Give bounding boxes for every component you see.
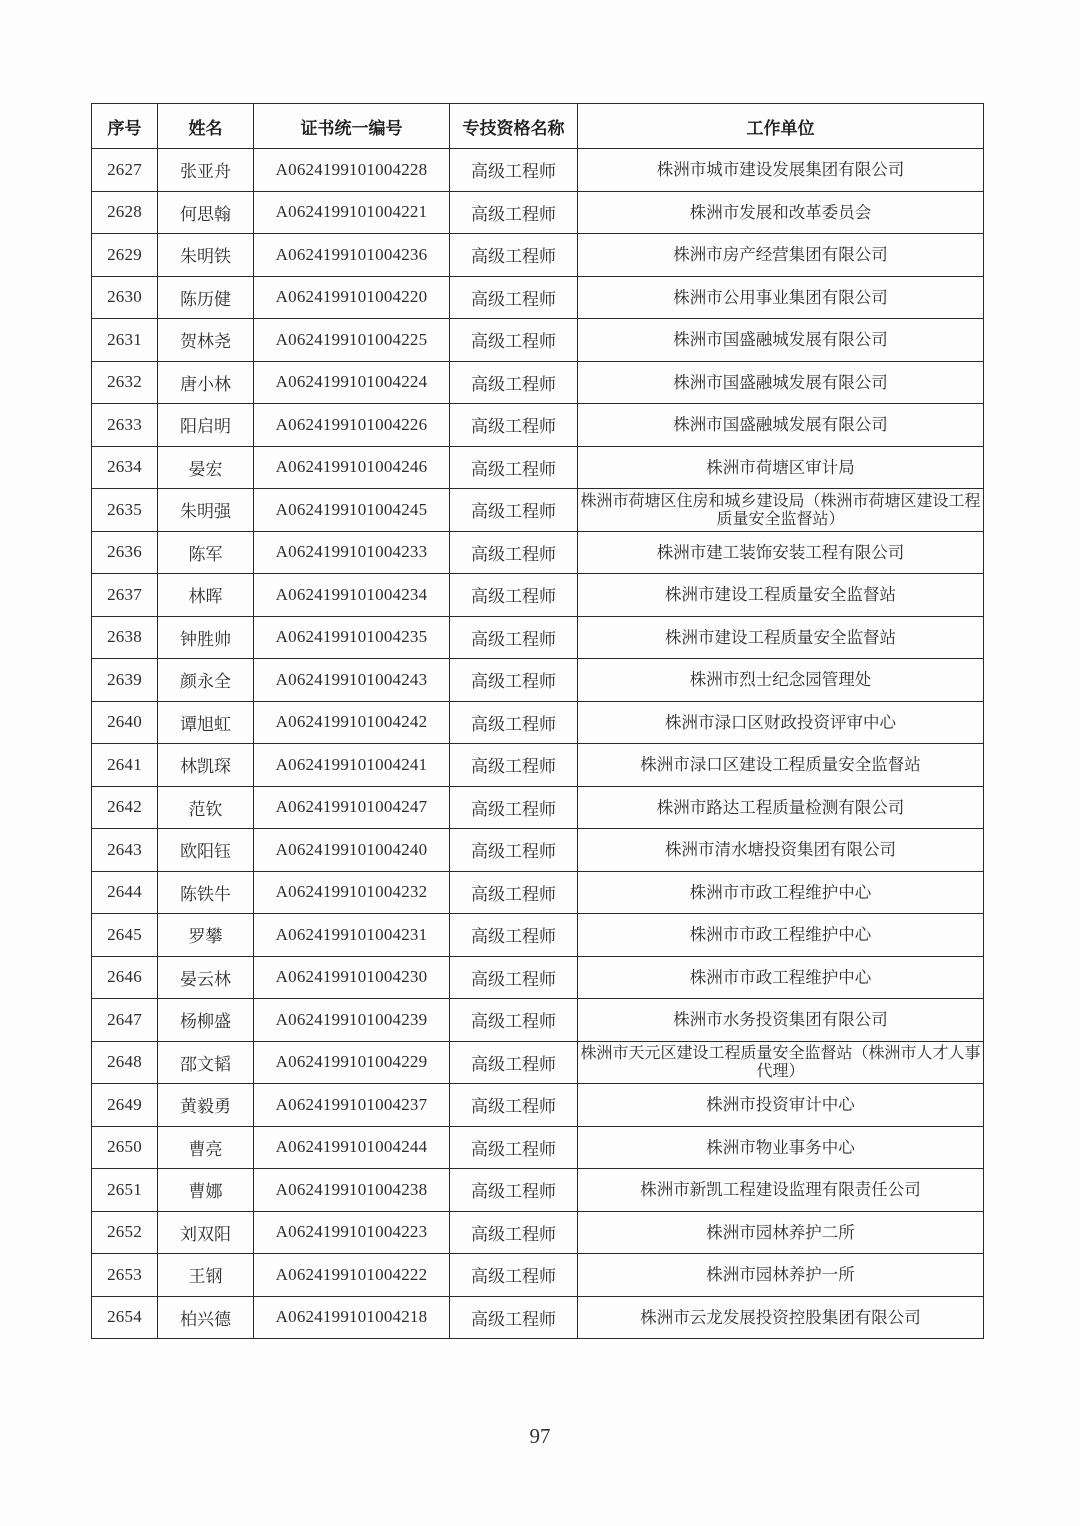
- cell-seq: 2651: [92, 1169, 158, 1212]
- table-body: [92, 149, 984, 1339]
- cell-cert: A0624199101004233: [254, 531, 450, 574]
- cell-name: 王钢: [158, 1254, 254, 1297]
- cell-title: 高级工程师: [450, 446, 578, 489]
- cell-title: 高级工程师: [450, 531, 578, 574]
- cell-seq: 2647: [92, 999, 158, 1042]
- table-row: [92, 786, 984, 829]
- cell-unit: 株洲市国盛融城发展有限公司: [578, 319, 984, 362]
- cell-seq: 2629: [92, 234, 158, 277]
- cell-seq: 2646: [92, 956, 158, 999]
- cell-unit: 株洲市发展和改革委员会: [578, 191, 984, 234]
- cell-name: 陈军: [158, 531, 254, 574]
- cell-seq: 2653: [92, 1254, 158, 1297]
- cell-seq: 2635: [92, 489, 158, 532]
- cell-title: 高级工程师: [450, 786, 578, 829]
- cell-cert: A0624199101004225: [254, 319, 450, 362]
- cell-unit: 株洲市荷塘区审计局: [578, 446, 984, 489]
- cell-name: 贺林尧: [158, 319, 254, 362]
- cell-title: 高级工程师: [450, 191, 578, 234]
- page-number: 97: [529, 1424, 551, 1448]
- table-row: [92, 744, 984, 787]
- cell-title: 高级工程师: [450, 616, 578, 659]
- cell-unit: 株洲市物业事务中心: [578, 1126, 984, 1169]
- cell-title: 高级工程师: [450, 574, 578, 617]
- cell-name: 朱明铁: [158, 234, 254, 277]
- cell-seq: 2641: [92, 744, 158, 787]
- cell-title: 高级工程师: [450, 744, 578, 787]
- cell-name: 曹亮: [158, 1126, 254, 1169]
- cell-seq: 2631: [92, 319, 158, 362]
- table-row: [92, 1126, 984, 1169]
- cell-unit: 株洲市渌口区财政投资评审中心: [578, 701, 984, 744]
- cell-cert: A0624199101004246: [254, 446, 450, 489]
- cell-seq: 2652: [92, 1211, 158, 1254]
- cell-cert: A0624199101004244: [254, 1126, 450, 1169]
- cell-cert: A0624199101004240: [254, 829, 450, 872]
- cell-name: 黄毅勇: [158, 1084, 254, 1127]
- header-seq: 序号: [92, 104, 158, 149]
- cell-cert: A0624199101004232: [254, 871, 450, 914]
- cell-seq: 2644: [92, 871, 158, 914]
- cell-cert: A0624199101004245: [254, 489, 450, 532]
- cell-title: 高级工程师: [450, 1254, 578, 1297]
- cell-cert: A0624199101004235: [254, 616, 450, 659]
- certificate-roster-table: [91, 103, 984, 1339]
- cell-unit: 株洲市国盛融城发展有限公司: [578, 361, 984, 404]
- cell-cert: A0624199101004226: [254, 404, 450, 447]
- cell-cert: A0624199101004220: [254, 276, 450, 319]
- cell-seq: 2654: [92, 1296, 158, 1339]
- cell-name: 曹娜: [158, 1169, 254, 1212]
- cell-seq: 2643: [92, 829, 158, 872]
- cell-unit: 株洲市园林养护一所: [578, 1254, 984, 1297]
- cell-title: 高级工程师: [450, 999, 578, 1042]
- table-row: [92, 446, 984, 489]
- table-row: [92, 361, 984, 404]
- cell-name: 邵文韬: [158, 1041, 254, 1084]
- cell-name: 范钦: [158, 786, 254, 829]
- cell-cert: A0624199101004218: [254, 1296, 450, 1339]
- cell-title: 高级工程师: [450, 956, 578, 999]
- cell-name: 何思翰: [158, 191, 254, 234]
- table-row: [92, 999, 984, 1042]
- cell-unit: 株洲市水务投资集团有限公司: [578, 999, 984, 1042]
- table-row: [92, 489, 984, 532]
- table-row: [92, 659, 984, 702]
- cell-unit: 株洲市荷塘区住房和城乡建设局（株洲市荷塘区建设工程质量安全监督站）: [578, 489, 984, 532]
- cell-unit: 株洲市渌口区建设工程质量安全监督站: [578, 744, 984, 787]
- cell-unit: 株洲市市政工程维护中心: [578, 956, 984, 999]
- table-row: [92, 1296, 984, 1339]
- cell-seq: 2645: [92, 914, 158, 957]
- cell-cert: A0624199101004222: [254, 1254, 450, 1297]
- table-row: [92, 191, 984, 234]
- cell-cert: A0624199101004242: [254, 701, 450, 744]
- cell-cert: A0624199101004237: [254, 1084, 450, 1127]
- cell-seq: 2632: [92, 361, 158, 404]
- table-row: [92, 1041, 984, 1084]
- cell-seq: 2627: [92, 149, 158, 192]
- cell-name: 晏宏: [158, 446, 254, 489]
- cell-title: 高级工程师: [450, 829, 578, 872]
- cell-cert: A0624199101004228: [254, 149, 450, 192]
- cell-cert: A0624199101004239: [254, 999, 450, 1042]
- cell-title: 高级工程师: [450, 489, 578, 532]
- cell-title: 高级工程师: [450, 404, 578, 447]
- cell-unit: 株洲市烈士纪念园管理处: [578, 659, 984, 702]
- cell-cert: A0624199101004231: [254, 914, 450, 957]
- cell-name: 唐小林: [158, 361, 254, 404]
- table-row: [92, 574, 984, 617]
- cell-title: 高级工程师: [450, 914, 578, 957]
- table-row: [92, 1169, 984, 1212]
- cell-unit: 株洲市市政工程维护中心: [578, 914, 984, 957]
- table-row: [92, 319, 984, 362]
- cell-seq: 2630: [92, 276, 158, 319]
- table-row: [92, 829, 984, 872]
- cell-name: 谭旭虹: [158, 701, 254, 744]
- cell-title: 高级工程师: [450, 1084, 578, 1127]
- table-header: [92, 104, 984, 149]
- cell-title: 高级工程师: [450, 319, 578, 362]
- cell-cert: A0624199101004241: [254, 744, 450, 787]
- cell-unit: 株洲市园林养护二所: [578, 1211, 984, 1254]
- cell-seq: 2648: [92, 1041, 158, 1084]
- cell-cert: A0624199101004224: [254, 361, 450, 404]
- cell-seq: 2640: [92, 701, 158, 744]
- cell-unit: 株洲市建设工程质量安全监督站: [578, 574, 984, 617]
- cell-cert: A0624199101004236: [254, 234, 450, 277]
- cell-unit: 株洲市城市建设发展集团有限公司: [578, 149, 984, 192]
- cell-name: 颜永全: [158, 659, 254, 702]
- cell-seq: 2634: [92, 446, 158, 489]
- table-row: [92, 276, 984, 319]
- cell-title: 高级工程师: [450, 1296, 578, 1339]
- cell-name: 钟胜帅: [158, 616, 254, 659]
- table-row: [92, 531, 984, 574]
- cell-title: 高级工程师: [450, 1211, 578, 1254]
- cell-title: 高级工程师: [450, 234, 578, 277]
- cell-name: 林晖: [158, 574, 254, 617]
- cell-cert: A0624199101004247: [254, 786, 450, 829]
- cell-name: 欧阳钰: [158, 829, 254, 872]
- cell-name: 杨柳盛: [158, 999, 254, 1042]
- cell-title: 高级工程师: [450, 1126, 578, 1169]
- cell-unit: 株洲市新凯工程建设监理有限责任公司: [578, 1169, 984, 1212]
- cell-cert: A0624199101004238: [254, 1169, 450, 1212]
- table-row: [92, 701, 984, 744]
- cell-seq: 2649: [92, 1084, 158, 1127]
- cell-title: 高级工程师: [450, 1169, 578, 1212]
- cell-unit: 株洲市市政工程维护中心: [578, 871, 984, 914]
- cell-name: 阳启明: [158, 404, 254, 447]
- cell-unit: 株洲市天元区建设工程质量安全监督站（株洲市人才人事代理）: [578, 1041, 984, 1084]
- cell-seq: 2650: [92, 1126, 158, 1169]
- cell-seq: 2636: [92, 531, 158, 574]
- cell-unit: 株洲市清水塘投资集团有限公司: [578, 829, 984, 872]
- cell-seq: 2633: [92, 404, 158, 447]
- table-row: [92, 234, 984, 277]
- cell-name: 罗攀: [158, 914, 254, 957]
- cell-cert: A0624199101004223: [254, 1211, 450, 1254]
- table-row: [92, 914, 984, 957]
- header-unit: 工作单位: [578, 104, 984, 149]
- table-row: [92, 404, 984, 447]
- table-row: [92, 149, 984, 192]
- cell-unit: 株洲市投资审计中心: [578, 1084, 984, 1127]
- cell-cert: A0624199101004243: [254, 659, 450, 702]
- cell-title: 高级工程师: [450, 361, 578, 404]
- cell-title: 高级工程师: [450, 1041, 578, 1084]
- cell-name: 张亚舟: [158, 149, 254, 192]
- cell-unit: 株洲市国盛融城发展有限公司: [578, 404, 984, 447]
- cell-seq: 2638: [92, 616, 158, 659]
- cell-name: 林凯琛: [158, 744, 254, 787]
- cell-cert: A0624199101004230: [254, 956, 450, 999]
- table-row: [92, 1211, 984, 1254]
- cell-unit: 株洲市公用事业集团有限公司: [578, 276, 984, 319]
- cell-title: 高级工程师: [450, 276, 578, 319]
- cell-name: 刘双阳: [158, 1211, 254, 1254]
- table-row: [92, 1084, 984, 1127]
- cell-name: 陈历健: [158, 276, 254, 319]
- cell-title: 高级工程师: [450, 659, 578, 702]
- cell-unit: 株洲市房产经营集团有限公司: [578, 234, 984, 277]
- cell-seq: 2628: [92, 191, 158, 234]
- cell-name: 柏兴德: [158, 1296, 254, 1339]
- cell-title: 高级工程师: [450, 701, 578, 744]
- table-row: [92, 871, 984, 914]
- cell-title: 高级工程师: [450, 149, 578, 192]
- cell-cert: A0624199101004221: [254, 191, 450, 234]
- table-row: [92, 956, 984, 999]
- header-row: [92, 104, 984, 149]
- cell-unit: 株洲市建工装饰安装工程有限公司: [578, 531, 984, 574]
- cell-unit: 株洲市建设工程质量安全监督站: [578, 616, 984, 659]
- cell-seq: 2637: [92, 574, 158, 617]
- table-row: [92, 1254, 984, 1297]
- cell-name: 晏云林: [158, 956, 254, 999]
- cell-name: 陈铁牛: [158, 871, 254, 914]
- header-name: 姓名: [158, 104, 254, 149]
- cell-cert: A0624199101004229: [254, 1041, 450, 1084]
- cell-title: 高级工程师: [450, 871, 578, 914]
- table-row: [92, 616, 984, 659]
- header-title: 专技资格名称: [450, 104, 578, 149]
- cell-name: 朱明强: [158, 489, 254, 532]
- cell-seq: 2639: [92, 659, 158, 702]
- header-cert: 证书统一编号: [254, 104, 450, 149]
- cell-cert: A0624199101004234: [254, 574, 450, 617]
- cell-unit: 株洲市路达工程质量检测有限公司: [578, 786, 984, 829]
- cell-unit: 株洲市云龙发展投资控股集团有限公司: [578, 1296, 984, 1339]
- cell-seq: 2642: [92, 786, 158, 829]
